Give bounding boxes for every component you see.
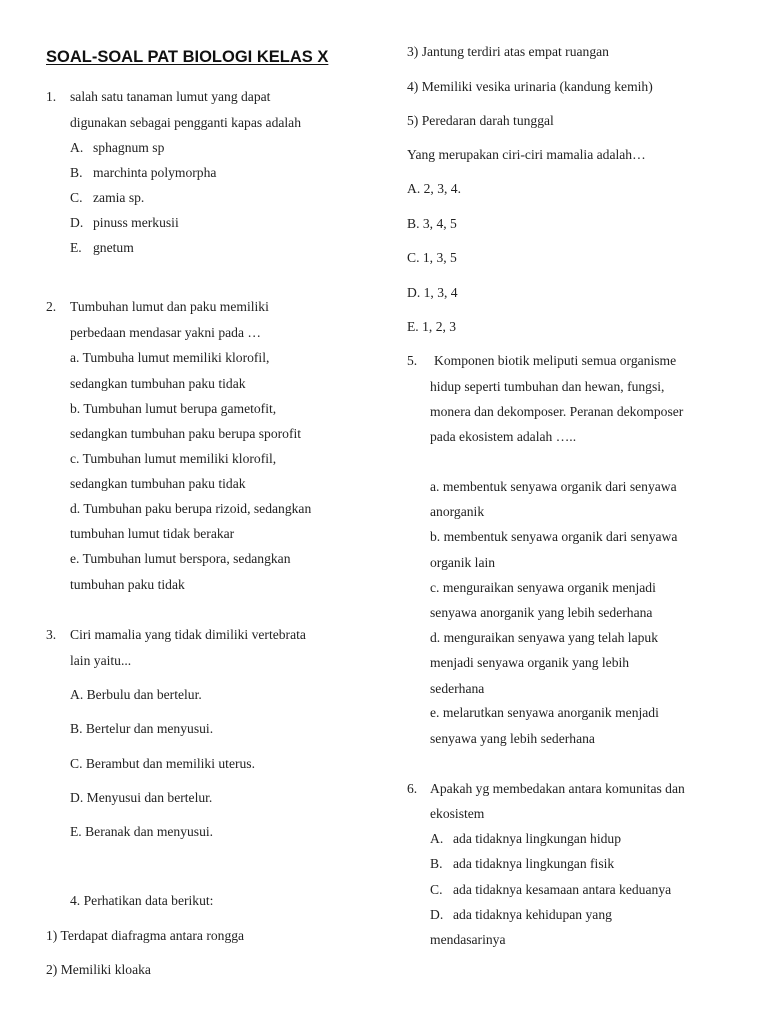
option-text: gnetum [93,240,134,255]
option-text: C. Berambut dan memiliki uterus. [70,756,255,771]
question-number: 6. [407,781,418,796]
question-text: ekosistem [430,806,485,821]
question-text: Komponen biotik meliputi semua organisme [434,353,677,368]
option-text: ada tidaknya kehidupan yang [453,907,612,922]
option-text: A. 2, 3, 4. [407,181,461,196]
option-text: anorganik [430,504,485,519]
question-text: Apakah yg membedakan antara komunitas dan [430,781,685,796]
option-text: ada tidaknya lingkungan hidup [453,831,621,846]
question-number: 3. [46,627,57,642]
option-text: b. Tumbuhan lumut berupa gametofit, [70,401,277,416]
question-text: pada ekosistem adalah ….. [430,429,577,444]
option-text: E. 1, 2, 3 [407,319,457,334]
data-item: 5) Peredaran darah tunggal [407,113,554,128]
option-text: organik lain [430,555,496,570]
question-number: 2. [46,299,57,314]
option-text: ada tidaknya kesamaan antara keduanya [453,882,672,897]
option-text: sedangkan tumbuhan paku berupa sporofit [70,426,302,441]
option-text: D. Menyusui dan bertelur. [70,790,213,805]
option-label: C. [430,882,443,897]
option-label: A. [430,831,444,846]
option-text: c. menguraikan senyawa organik menjadi [430,580,656,595]
option-text: a. Tumbuha lumut memiliki klorofil, [70,350,270,365]
option-text: ada tidaknya lingkungan fisik [453,856,615,871]
option-text: B. 3, 4, 5 [407,216,457,231]
data-item: 1) Terdapat diafragma antara rongga [46,928,245,943]
option-text: zamia sp. [93,190,145,205]
option-text: C. 1, 3, 5 [407,250,457,265]
question-text: hidup seperti tumbuhan dan hewan, fungsi, [430,379,665,394]
option-text: mendasarinya [430,932,506,947]
option-text: c. Tumbuhan lumut memiliki klorofil, [70,451,277,466]
option-label: B. [430,856,443,871]
question-text: perbedaan mendasar yakni pada … [70,325,261,340]
question-text: Yang merupakan ciri-ciri mamalia adalah… [407,147,646,162]
option-text: e. melarutkan senyawa anorganik menjadi [430,705,659,720]
option-text: pinuss merkusii [93,215,179,230]
option-text: sedangkan tumbuhan paku tidak [70,476,246,491]
option-label: D. [70,215,84,230]
option-text: senyawa anorganik yang lebih sederhana [430,605,653,620]
option-text: sedangkan tumbuhan paku tidak [70,376,246,391]
option-text: B. Bertelur dan menyusui. [70,721,214,736]
option-text: senyawa yang lebih sederhana [430,731,595,746]
option-label: B. [70,165,83,180]
question-text: Tumbuhan lumut dan paku memiliki [70,299,269,314]
option-label: E. [70,240,82,255]
question-text: digunakan sebagai pengganti kapas adalah [70,115,302,130]
question-text: 4. Perhatikan data berikut: [70,893,214,908]
option-text: E. Beranak dan menyusui. [70,824,214,839]
data-item: 3) Jantung terdiri atas empat ruangan [407,44,609,59]
data-item: 2) Memiliki kloaka [46,962,151,977]
option-text: menjadi senyawa organik yang lebih [430,655,630,670]
option-text: sphagnum sp [93,140,165,155]
option-text: tumbuhan paku tidak [70,577,185,592]
option-label: C. [70,190,83,205]
page-title: SOAL-SOAL PAT BIOLOGI KELAS X [46,48,329,66]
question-number: 5. [407,353,418,368]
option-text: D. 1, 3, 4 [407,285,458,300]
option-text: tumbuhan lumut tidak berakar [70,526,235,541]
option-text: a. membentuk senyawa organik dari senyawa [430,479,677,494]
question-text: Ciri mamalia yang tidak dimiliki vertebrata [70,627,306,642]
question-number: 1. [46,89,57,104]
option-text: A. Berbulu dan bertelur. [70,687,202,702]
option-label: D. [430,907,444,922]
option-label: A. [70,140,84,155]
question-text: lain yaitu... [70,653,132,668]
option-text: e. Tumbuhan lumut berspora, sedangkan [70,551,291,566]
option-text: sederhana [430,681,485,696]
question-text: monera dan dekomposer. Peranan dekomposer [430,404,684,419]
data-item: 4) Memiliki vesika urinaria (kandung kemih) [407,79,653,94]
option-text: b. membentuk senyawa organik dari senyawa [430,529,678,544]
option-text: marchinta polymorpha [93,165,217,180]
option-text: d. menguraikan senyawa yang telah lapuk [430,630,658,645]
question-text: salah satu tanaman lumut yang dapat [70,89,271,104]
option-text: d. Tumbuhan paku berupa rizoid, sedangkan [70,501,312,516]
